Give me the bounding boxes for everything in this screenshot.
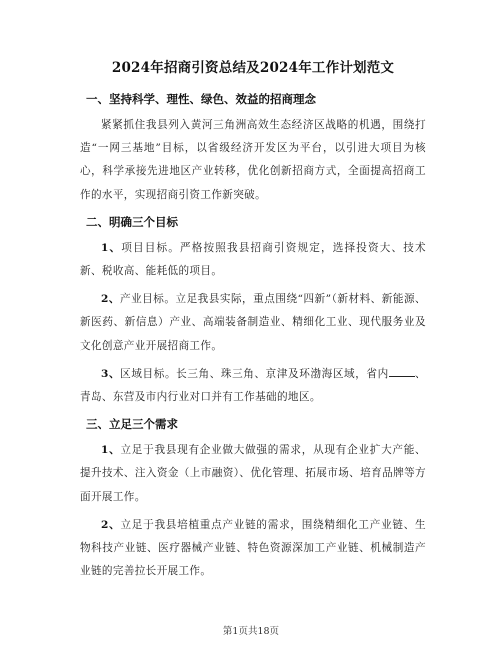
paragraph-2-2 <box>80 288 426 358</box>
paragraph-2-3 <box>80 363 426 409</box>
paragraph-number: 1、 <box>101 444 121 457</box>
paragraph-number: 3、 <box>101 367 121 380</box>
paragraph-1-1 <box>80 114 426 207</box>
paragraph-3-1 <box>80 439 426 509</box>
paragraph-number: 2、 <box>101 518 121 531</box>
document-title: 2024年招商引资总结及2024年工作计划范文 <box>111 60 395 76</box>
section-heading-3: 三、立足三个需求 <box>86 417 178 432</box>
paragraph-2-1 <box>80 237 426 283</box>
paragraph-text: 项目目标。严格按照我县招商引资规定，选择投资大、技术新、税收高、能耗低的项目。 <box>80 241 426 278</box>
paragraph-number: 2、 <box>101 293 120 306</box>
paragraph-text: 紧紧抓住我县列入黄河三角洲高效生态经济区战略的机遇，围绕打造“一网三基地”目标，以省级经济开发区为平台，以引进大项目为核心，科学承接先进地区产业转移，优化创新招商方式，全面提高招商工作的水平，实现招商引资工作新突破。 <box>80 119 426 201</box>
blank-underline <box>389 366 415 377</box>
section-heading-1: 一、坚持科学、理性、绿色、效益的招商理念 <box>86 92 316 106</box>
section-heading-2: 二、明确三个目标 <box>86 214 178 229</box>
paragraph-text: 产业目标。立足我县实际，重点围绕“四新”（新材料、新能源、新医药、新信息）产业、高端装备制造业、精细化工业、现代服务业及文化创意产业开展招商工作。 <box>80 293 426 352</box>
paragraph-text: 立足于我县培植重点产业链的需求，围绕精细化工产业链、生物科技产业链、医疗器械产业链、特色资源深加工产业链、机械制造产业链的完善拉长开展工作。 <box>80 518 427 578</box>
paragraph-text: 、青岛、东营及市内行业对口并有工作基础的地区。 <box>80 367 426 404</box>
paragraph-number: 1、 <box>101 241 122 254</box>
paragraph-text: 区域目标。长三角、珠三角、京津及环渤海区域，省内 <box>120 367 389 380</box>
page-footer: 第1页共18页 <box>222 626 280 637</box>
paragraph-text: 立足于我县现有企业做大做强的需求，从现有企业扩大产能、提升技术、注入资金（上市融资）、优化管理、拓展市场、培育品牌等方面开展工作。 <box>80 444 427 503</box>
paragraph-3-2 <box>80 514 426 584</box>
